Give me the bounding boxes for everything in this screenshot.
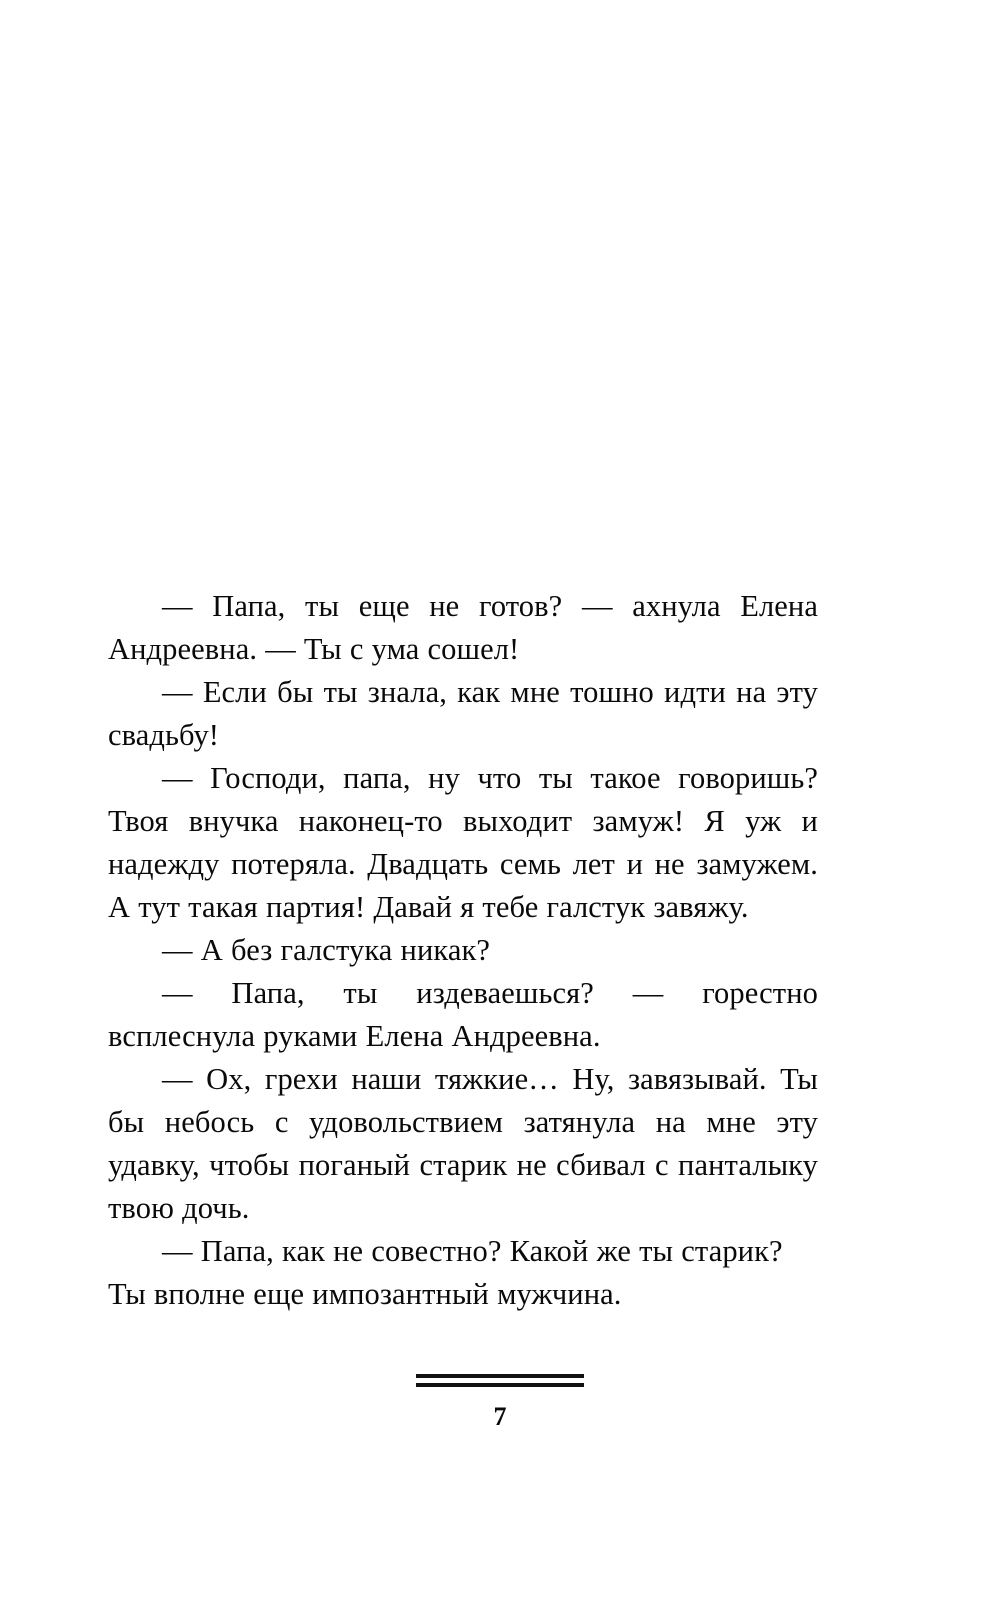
paragraph: — Папа, как не совестно? Какой же ты старик? Ты вполне еще импозантный мужчина. (108, 1234, 783, 1311)
paragraph: — Папа, ты издеваешься? — горестно всплеснула руками Елена Андреевна. (108, 976, 818, 1053)
double-rule-icon (416, 1374, 584, 1387)
paragraph: — Ох, грехи наши тяжкие… Ну, завязывай. Ты бы небось с удовольствием затянула на мне эту удавку, чтобы поганый старик не сбивал с панталыку твою дочь. (108, 1062, 818, 1225)
paragraph: — Господи, папа, ну что ты такое говоришь? Твоя внучка наконец-то выходит замуж! Я уж и надежду потеряла. Двадцать семь лет и не замужем. А тут такая партия! Давай я тебе галстук завяжу. (108, 761, 818, 924)
body-text (108, 585, 818, 1316)
paragraph: — А без галстука никак? (162, 933, 491, 967)
paragraph: — Если бы ты знала, как мне тошно идти на эту свадьбу! (108, 675, 818, 752)
paragraph: — Папа, ты еще не готов? — ахнула Елена Андреевна. — Ты с ума сошел! (108, 589, 818, 666)
footer-ornament-rule (0, 1374, 1000, 1387)
page-number: 7 (493, 1402, 507, 1431)
